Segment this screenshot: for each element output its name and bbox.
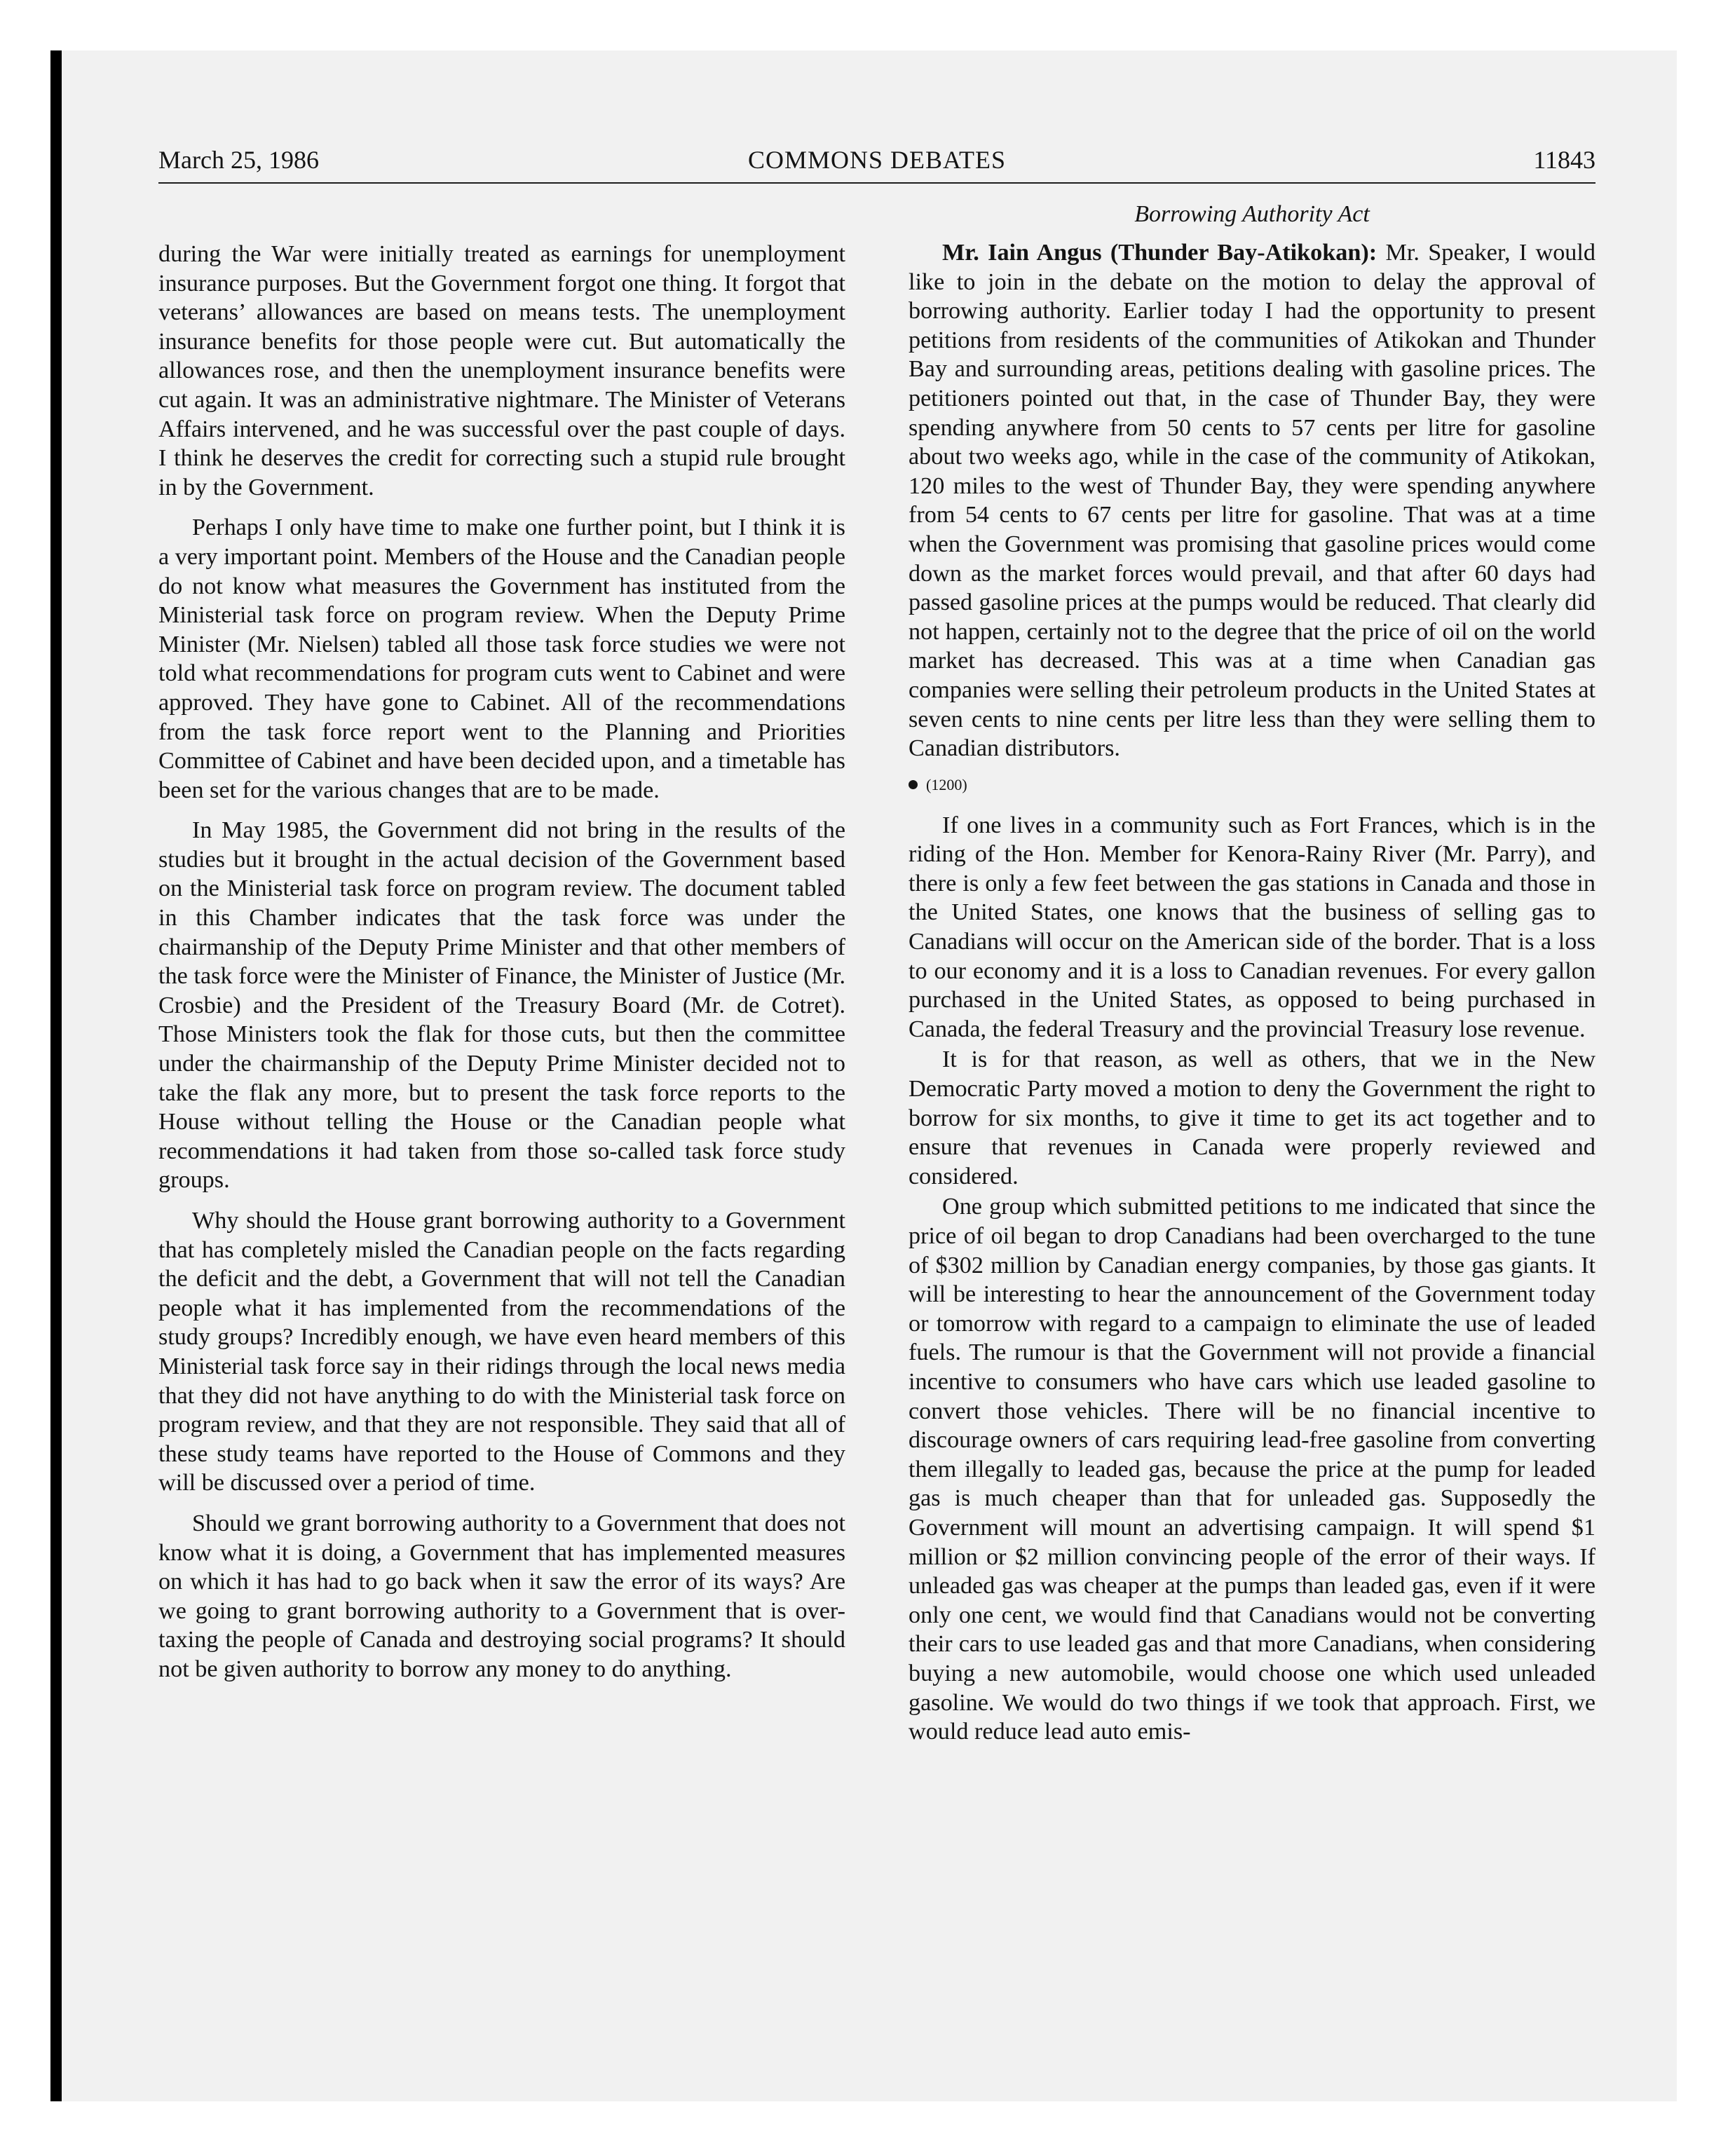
header-date: March 25, 1986 — [158, 146, 319, 174]
hansard-page — [158, 140, 1595, 1745]
speech-opening-paragraph — [909, 238, 1595, 763]
speech-opening-text: Mr. Speaker, I would like to join in the debate on the motion to delay the approval of borrowing authority. Earlier today I had the opportunity to present petitions from residents of the communities of Atikokan and Thunder Bay and surrounding areas, petitions dealing with gasoline prices. The petitioners pointed out that, in the case of Thunder Bay, they were spending anywhere from 50 cents to 57 cents per litre for gasoline about two weeks ago, while in the case of the community of Atikokan, 120 miles to the west of Thunder Bay, they were spending anywhere from 54 cents to 67 cents per litre for gasoline. That was at a time when the Government was promising that gasoline prices would come down as the market forces would prevail, and that after 60 days had passed gasoline prices at the pumps would be reduced. That clearly did not happen, certainly not to the degree that the price of oil on the world market has decreased. This was at a time when Canadian gas companies were selling their petroleum products in the United States at seven cents to nine cents per litre less than they were selling them to Canadian distributors. — [909, 240, 1595, 762]
header-title: COMMONS DEBATES — [747, 146, 1007, 174]
time-marker-text: (1200) — [926, 775, 967, 793]
right-column — [909, 200, 1595, 1748]
right-paragraph-2: It is for that reason, as well as others, that we in the New Democratic Party moved a motion to deny the Government the right to borrow for six months, to give it time to get its act together and to ensure that revenues in Canada were properly reviewed and considered. — [909, 1046, 1595, 1189]
right-paragraph-3: One group which submitted petitions to me indicated that since the price of oil began to drop Canadians had been overcharged to the tune of $302 million by Canadian energy companies, by those gas giants. It will be interesting to hear the announcement of the Government today or tomorrow with regard to a campaign to eliminate the use of leaded fuels. The rumour is that the Government will not provide a financial incentive to consumers who have cars which use leaded gasoline to convert those vehicles. There will be no financial incentive to discourage owners of cars requiring lead-free gasoline from converting them illegally to leaded gas, because the price at the pump for leaded gas is much cheaper than that for unleaded gas. Supposedly the Government will mount an advertising campaign. It will spend $1 million or $2 million convincing people of the error of their ways. If unleaded gas was cheaper at the pumps than leaded gas, even if it were only one cent, we would find that Canadians would not be converting their cars to use leaded gas and that more Canadians, when considering buying a new automobile, would choose one which used unleaded gasoline. We would do two things if we took that approach. First, we would reduce lead auto emis- — [909, 1194, 1595, 1745]
running-header — [158, 140, 1595, 184]
left-paragraph-2: Perhaps I only have time to make one further point, but I think it is a very important point. Members of the House and the Canadian people do not know what measures the Government has instituted from the Ministerial task force on program review. When the Deputy Prime Minister (Mr. Nielsen) tabled all those task force studies we were not told what recommendations for program cuts went to Cabinet and were approved. They have gone to Cabinet. All of the recommendations from the task force report went to the Planning and Priorities Committee of Cabinet and have been decided upon, and a timetable has been set for the various changes that are to be made. — [158, 514, 845, 803]
left-paragraph-3: In May 1985, the Government did not bring in the results of the studies but it brought in the actual decision of the Government based on the Ministerial task force on program review. The document tabled in this Chamber indicates that the task force was under the chairmanship of the Deputy Prime Minister and that other members of the task force were the Minister of Finance, the Minister of Justice (Mr. Crosbie) and the President of the Treasury Board (Mr. de Cotret). Those Ministers took the flak for those cuts, but then the committee under the chairmanship of the Deputy Prime Minister decided not to take the flak any more, but to present the task force reports to the House without telling the House or the Canadian people what recommendations it had taken from those so-called task force study groups. — [158, 817, 845, 1194]
right-paragraph-1: If one lives in a community such as Fort Frances, which is in the riding of the Hon. Member for Kenora-Rainy River (Mr. Parry), and there is only a few feet between the gas stations in Canada and those in the United States, one knows that the business of selling gas to Canadians will occur on the American side of the border. That is a loss to our economy and it is a loss to Canadian revenues. For every gallon purchased in the United States, as opposed to being purchased in Canada, the federal Treasury and the provincial Treasury lose revenue. — [909, 812, 1595, 1042]
bullet-icon — [909, 780, 918, 789]
speaker-name: Mr. Iain Angus (Thunder Bay-Atikokan): — [942, 240, 1377, 266]
section-heading: Borrowing Authority Act — [1134, 201, 1370, 227]
left-column — [158, 240, 845, 1696]
left-paragraph-1: during the War were initially treated as earnings for unemployment insurance purposes. But the Government forgot one thing. It forgot that veterans’ allowances are based on means tests. The unemployment insurance benefits for those people were cut. But automatically the allowances rose, and then the unemployment insurance benefits were cut again. It was an administrative nightmare. The Minister of Veterans Affairs intervened, and he was successful over the past couple of days. I think he deserves the credit for correcting such a stupid rule brought in by the Government. — [158, 241, 845, 500]
left-paragraph-4: Why should the House grant borrowing authority to a Government that has completely misled the Canadian people on the facts regarding the deficit and the debt, a Government that will not tell the Canadian people what it has implemented from the recommendations of the study groups? Incredibly enough, we have even heard members of this Ministerial task force say in their ridings through the local news media that they did not have anything to do with the Ministerial task force on program review, and that they are not responsible. They said that all of these study teams have reported to the House of Commons and they will be discussed over a period of time. — [158, 1208, 845, 1496]
left-paragraph-5: Should we grant borrowing authority to a Government that does not know what it is doing, a Government that has implemented measures on which it has had to go back when it saw the error of its ways? Are we going to grant borrowing authority to a Government that is over-taxing the people of Canada and destroying social programs? It should not be given authority to borrow any money to do anything. — [158, 1510, 845, 1682]
scan-binding-edge — [50, 50, 62, 2101]
time-marker — [909, 775, 1595, 796]
header-page-number: 11843 — [1533, 146, 1595, 174]
